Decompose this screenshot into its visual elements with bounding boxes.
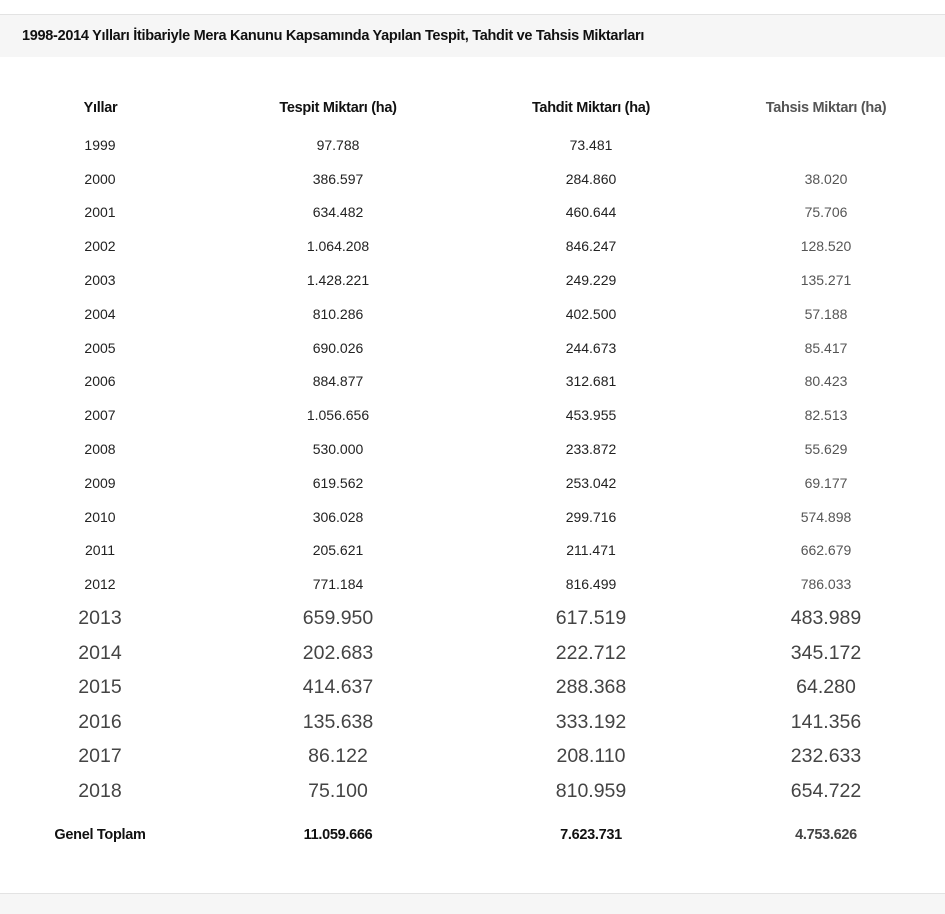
col-header-tahdit: Tahdit Miktarı (ha)	[531, 100, 651, 116]
cell-tahsis: 82.513	[804, 407, 848, 424]
total-tahdit: 7.623.731	[560, 826, 622, 843]
table-row	[0, 534, 945, 568]
cell-year: 1999	[84, 136, 116, 153]
cell-year: 2013	[78, 606, 122, 629]
cell-tahsis: 57.188	[804, 305, 848, 322]
cell-tespit: 530.000	[312, 441, 364, 458]
table-row	[0, 466, 945, 500]
cell-tahdit: 211.471	[566, 542, 616, 559]
table-row	[0, 740, 945, 775]
table-row	[0, 297, 945, 331]
bottom-divider	[0, 893, 945, 914]
page-title: 1998-2014 Yılları İtibariyle Mera Kanunu Kapsamında Yapılan Tespit, Tahdit ve Tahsis Miktarları	[22, 28, 645, 44]
table-row	[0, 670, 945, 705]
cell-tespit: 306.028	[312, 508, 364, 525]
table-row	[0, 398, 945, 432]
cell-tespit: 1.064.208	[306, 238, 370, 255]
cell-tahsis: 654.722	[790, 779, 862, 802]
table-row	[0, 229, 945, 263]
table-row	[0, 601, 945, 636]
total-tespit: 11.059.666	[303, 826, 373, 843]
cell-tahsis: 574.898	[800, 508, 852, 525]
table-row	[0, 705, 945, 740]
cell-tespit: 771.184	[312, 576, 364, 593]
table-row	[0, 636, 945, 671]
cell-tespit: 1.428.221	[306, 272, 370, 289]
cell-tespit: 135.638	[302, 710, 374, 733]
table-row	[0, 567, 945, 601]
cell-tahdit: 244.673	[565, 339, 617, 356]
header-row	[0, 90, 945, 126]
cell-tahsis: 135.271	[800, 272, 852, 289]
cell-year: 2009	[84, 474, 116, 491]
cell-tahdit: 73.481	[569, 136, 613, 153]
cell-tahdit: 208.110	[556, 745, 626, 768]
table-row	[0, 500, 945, 534]
cell-year: 2003	[84, 272, 116, 289]
cell-tahdit: 253.042	[565, 474, 617, 491]
col-header-tespit: Tespit Miktarı (ha)	[279, 100, 397, 116]
cell-year: 2018	[78, 779, 122, 802]
cell-year: 2007	[84, 407, 116, 424]
table-row	[0, 774, 945, 809]
table-header	[0, 90, 945, 126]
table-row	[0, 432, 945, 466]
cell-year: 2001	[84, 204, 116, 221]
cell-tahsis: 345.172	[790, 641, 862, 664]
table-row	[0, 331, 945, 365]
cell-tahsis: 662.679	[800, 542, 852, 559]
cell-tespit: 690.026	[312, 339, 364, 356]
cell-tahsis: 232.633	[790, 745, 862, 768]
cell-tahsis: 55.629	[804, 441, 848, 458]
cell-tespit: 619.562	[312, 474, 364, 491]
table-row	[0, 126, 945, 162]
cell-tahsis: 483.989	[790, 606, 862, 629]
cell-year: 2004	[84, 305, 116, 322]
cell-tahdit: 299.716	[565, 508, 617, 525]
mera-table	[0, 90, 945, 861]
total-label: Genel Toplam	[54, 826, 146, 843]
cell-year: 2012	[84, 576, 116, 593]
cell-tespit: 1.056.656	[306, 407, 370, 424]
cell-tahdit: 460.644	[565, 204, 617, 221]
cell-tahdit: 402.500	[565, 305, 617, 322]
cell-year: 2002	[84, 238, 116, 255]
cell-tespit: 205.621	[312, 542, 364, 559]
cell-tahsis: 141.356	[790, 710, 862, 733]
cell-tahdit: 810.959	[555, 779, 627, 802]
cell-tahsis: 75.706	[804, 204, 848, 221]
table-row	[0, 196, 945, 230]
cell-tahdit: 617.519	[555, 606, 627, 629]
col-header-tahsis: Tahsis Miktarı (ha)	[765, 100, 887, 116]
cell-year: 2005	[84, 339, 116, 356]
cell-tespit: 659.950	[302, 606, 374, 629]
cell-tahsis: 80.423	[804, 373, 848, 390]
total-row	[0, 809, 945, 861]
cell-tahsis: 69.177	[804, 474, 848, 491]
cell-year: 2000	[84, 170, 116, 187]
cell-year: 2017	[78, 745, 122, 768]
title-bar	[0, 15, 945, 57]
table-row	[0, 365, 945, 399]
table-body	[0, 126, 945, 809]
cell-tahdit: 288.368	[555, 676, 627, 699]
cell-tahdit: 312.681	[565, 373, 617, 390]
table-row	[0, 263, 945, 297]
cell-tahsis: 64.280	[796, 676, 856, 699]
table-footer	[0, 809, 945, 861]
cell-tahsis: 786.033	[800, 576, 852, 593]
total-tahsis: 4.753.626	[795, 826, 857, 843]
cell-year: 2011	[84, 542, 116, 559]
cell-tespit: 634.482	[312, 204, 364, 221]
cell-tespit: 75.100	[308, 779, 368, 802]
cell-tahdit: 249.229	[565, 272, 617, 289]
table-row	[0, 162, 945, 196]
cell-tespit: 810.286	[312, 305, 364, 322]
cell-tespit: 86.122	[308, 745, 368, 768]
cell-tespit: 97.788	[316, 136, 360, 153]
col-header-years: Yıllar	[83, 100, 118, 116]
cell-tespit: 414.637	[302, 676, 374, 699]
cell-year: 2014	[78, 641, 122, 664]
cell-tahdit: 816.499	[565, 576, 617, 593]
cell-year: 2008	[84, 441, 116, 458]
cell-tahsis: 128.520	[800, 238, 852, 255]
cell-tahdit: 284.860	[565, 170, 617, 187]
cell-year: 2010	[84, 508, 116, 525]
cell-tahsis	[707, 126, 945, 162]
cell-tahsis: 38.020	[804, 170, 848, 187]
cell-tespit: 884.877	[312, 373, 364, 390]
cell-tahsis: 85.417	[804, 339, 848, 356]
cell-tahdit: 222.712	[555, 641, 627, 664]
cell-year: 2006	[84, 373, 116, 390]
cell-tahdit: 233.872	[565, 441, 617, 458]
top-divider	[0, 0, 945, 15]
cell-tahdit: 453.955	[565, 407, 617, 424]
cell-tespit: 202.683	[302, 641, 374, 664]
cell-tahdit: 333.192	[555, 710, 627, 733]
cell-year: 2016	[78, 710, 122, 733]
cell-year: 2015	[78, 676, 122, 699]
cell-tahdit: 846.247	[565, 238, 617, 255]
cell-tespit: 386.597	[312, 170, 364, 187]
